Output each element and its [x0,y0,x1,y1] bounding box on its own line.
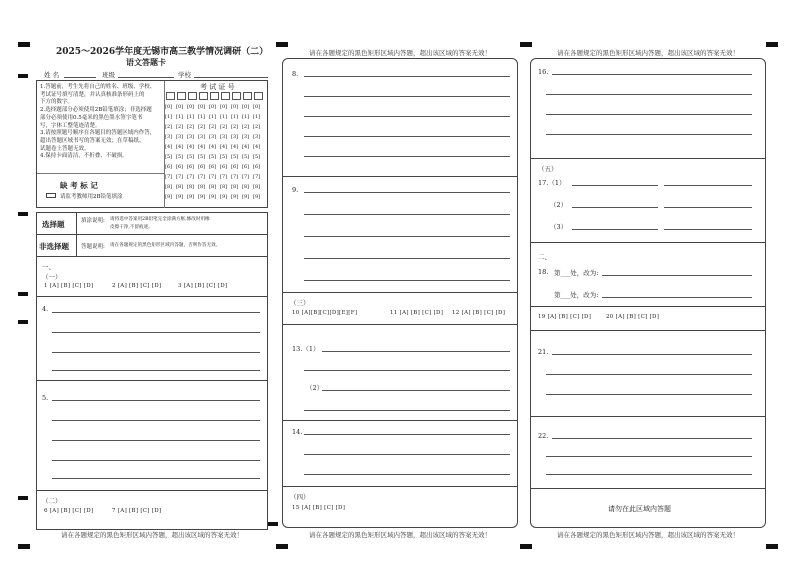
q17-answer-line[interactable] [572,207,658,208]
exam-id-bubble[interactable]: [2] [165,124,173,130]
exam-id-bubble[interactable]: [7] [253,174,261,180]
exam-id-bubble[interactable]: [3] [198,134,206,140]
q18-answer-line[interactable] [602,275,752,276]
q17-answer-line[interactable] [664,229,752,230]
q13-answer-line[interactable] [304,410,510,411]
exam-id-bubble[interactable]: [2] [209,124,217,130]
exam-id-bubble[interactable]: [8] [176,184,184,190]
q21-answer-line[interactable] [546,394,752,395]
exam-id-bubble[interactable]: [5] [253,154,261,160]
q14-label: 14. [292,428,303,436]
q2-options[interactable]: 2 [A] [B] [C] [D] [112,283,162,289]
exam-id-bubble[interactable]: [3] [220,134,228,140]
exam-id-bubble[interactable]: [2] [176,124,184,130]
column2-answers [282,58,518,528]
q13-part2-label: （2） [306,384,324,392]
school-label: 学校 [178,71,191,79]
exam-id-bubble[interactable]: [7] [209,174,217,180]
no-answer-zone: 请勿在此区域内答题 [608,505,671,513]
top-note: 请在各题规定的黑色矩形区域内答题，超出该区域的答案无效！ [557,49,739,57]
exam-id-bubble[interactable]: [8] [209,184,217,190]
exam-id-bubble[interactable]: [4] [242,144,250,150]
exam-id-bubble[interactable]: [8] [231,184,239,190]
q13-answer-line[interactable] [304,370,510,371]
exam-id-bubble[interactable]: [5] [187,154,195,160]
q8-label: 8. [292,70,299,78]
q4-label: 4. [42,305,49,313]
q9-answer-line[interactable] [304,192,510,193]
q5-answer-line[interactable] [52,440,260,441]
exam-id-bubble[interactable]: [1] [242,114,250,120]
q19-options[interactable]: 19 [A] [B] [C] [D] [538,314,592,320]
exam-id-bubble[interactable]: [1] [187,114,195,120]
choice-method-text: 请将选中答案用2B铅笔完全涂满方框,修改时用橡 [110,217,210,222]
q16-answer-line[interactable] [552,74,752,75]
q8-answer-line[interactable] [304,96,510,97]
sheet-title: 2025～2026学年度无锡市高三教学情况调研（二） [56,47,269,57]
timing-mark [18,320,28,324]
exam-id-bubble[interactable]: [2] [220,124,228,130]
exam-id-bubble[interactable]: [9] [176,194,184,200]
exam-id-digit-box[interactable] [188,92,197,100]
exam-id-bubble[interactable]: [5] [165,154,173,160]
exam-id-bubble[interactable]: [2] [187,124,195,130]
q21-label: 21. [538,348,549,356]
exam-id-digit-box[interactable] [221,92,230,100]
subsection-1: （一） [42,273,62,281]
column1-answers [36,212,268,530]
exam-id-bubble[interactable]: [6] [165,164,173,170]
exam-id-bubble[interactable]: [8] [165,184,173,190]
q17-answer-line[interactable] [572,185,658,186]
sheet-subtitle: 语文答题卡 [126,57,166,67]
exam-id-bubble[interactable]: [5] [176,154,184,160]
exam-id-bubble[interactable]: [9] [187,194,195,200]
exam-id-bubble[interactable]: [0] [187,104,195,110]
q4-answer-line[interactable] [52,312,260,313]
exam-id-bubble[interactable]: [0] [176,104,184,110]
q18-line-1: 第___处，改为: [554,269,599,277]
q14-answer-line[interactable] [304,474,510,475]
exam-id-bubble[interactable]: [7] [187,174,195,180]
exam-id-bubble[interactable]: [6] [209,164,217,170]
exam-id-bubble[interactable]: [9] [242,194,250,200]
exam-id-digit-box[interactable] [243,92,252,100]
absent-note: 请监考教师用2B铅笔填涂 [60,194,123,200]
exam-id-bubble[interactable]: [8] [220,184,228,190]
q16-answer-line[interactable] [546,114,752,115]
exam-id-bubble[interactable]: [4] [165,144,173,150]
timing-mark [18,544,30,549]
q17-answer-line[interactable] [572,229,658,230]
exam-id-bubble[interactable]: [5] [220,154,228,160]
q22-answer-line[interactable] [546,456,752,457]
absent-checkbox[interactable] [46,193,56,198]
exam-id-bubble[interactable]: [9] [209,194,217,200]
exam-id-bubble[interactable]: [6] [242,164,250,170]
exam-id-bubble[interactable]: [0] [220,104,228,110]
section-one: 一、 [42,263,55,271]
q7-options[interactable]: 7 [A] [B] [C] [D] [112,508,162,514]
exam-id-bubble[interactable]: [8] [242,184,250,190]
exam-id-bubble[interactable]: [4] [220,144,228,150]
exam-id-digit-box[interactable] [232,92,241,100]
timing-mark [18,292,28,296]
exam-id-bubble[interactable]: [3] [187,134,195,140]
choice-method-text: 皮擦干净,不留痕迹。 [110,225,153,230]
exam-id-bubble[interactable]: [7] [242,174,250,180]
q13-part1-label: 13.（1） [292,345,320,353]
exam-id-bubble[interactable]: [1] [176,114,184,120]
q16-answer-line[interactable] [546,134,752,135]
exam-id-bubble[interactable]: [4] [209,144,217,150]
q9-answer-line[interactable] [304,280,510,281]
subsection-2: （二） [42,497,62,505]
exam-id-bubble[interactable]: [5] [198,154,206,160]
exam-id-bubble[interactable]: [0] [165,104,173,110]
exam-id-bubble[interactable]: [7] [165,174,173,180]
q17-part1-label: 17.（1） [538,179,566,187]
timing-mark [766,42,778,47]
bottom-note: 请在各题规定的黑色矩形区域内答题，超出该区域的答案无效！ [557,531,739,539]
timing-mark [766,544,778,549]
q4-answer-line[interactable] [52,352,260,353]
exam-id-bubble[interactable]: [4] [176,144,184,150]
exam-id-bubble[interactable]: [3] [231,134,239,140]
exam-id-bubble[interactable]: [4] [187,144,195,150]
exam-id-bubble[interactable]: [2] [231,124,239,130]
exam-id-bubble[interactable]: [0] [242,104,250,110]
exam-id-bubble[interactable]: [1] [253,114,261,120]
exam-id-bubble[interactable]: [9] [165,194,173,200]
exam-id-digit-box[interactable] [166,92,175,100]
exam-id-bubble[interactable]: [6] [187,164,195,170]
q22-answer-line[interactable] [552,438,752,439]
q16-label: 16. [538,68,549,76]
exam-id-bubble[interactable]: [9] [253,194,261,200]
exam-id-bubble[interactable]: [1] [165,114,173,120]
exam-id-bubble[interactable]: [1] [198,114,206,120]
exam-id-bubble[interactable]: [8] [253,184,261,190]
q4-answer-line[interactable] [52,370,260,371]
exam-id-bubble[interactable]: [0] [198,104,206,110]
exam-id-bubble[interactable]: [4] [231,144,239,150]
q21-answer-line[interactable] [546,374,752,375]
exam-id-bubble[interactable]: [7] [176,174,184,180]
exam-id-digit-box[interactable] [199,92,208,100]
exam-id-bubble[interactable]: [2] [242,124,250,130]
q5-answer-line[interactable] [52,420,260,421]
q5-answer-line[interactable] [52,400,260,401]
q6-options[interactable]: 6 [A] [B] [C] [D] [44,508,94,514]
q8-answer-line[interactable] [304,156,510,157]
school-field[interactable] [194,77,268,78]
timing-mark [276,42,288,47]
exam-id-bubble[interactable]: [3] [176,134,184,140]
timing-mark [18,42,30,47]
class-field[interactable] [118,77,174,78]
exam-id-digit-box[interactable] [177,92,186,100]
nonchoice-method-label: 答题说明: [81,244,105,250]
exam-id-bubble[interactable]: [5] [242,154,250,160]
subsection-4: （四） [290,493,310,501]
q22-label: 22. [538,432,549,440]
nonchoice-label: 非选择题 [39,242,69,251]
bottom-note: 请在各题规定的黑色矩形区域内答题，超出该区域的答案无效！ [309,531,491,539]
exam-id-bubble[interactable]: [7] [231,174,239,180]
exam-id-bubble[interactable]: [5] [231,154,239,160]
timing-mark [18,74,28,78]
q8-answer-line[interactable] [304,116,510,117]
class-label: 班级 [102,71,115,79]
timing-mark [520,544,532,549]
q17-answer-line[interactable] [664,207,752,208]
absent-title: 缺 考 标 记 [60,181,98,190]
q14-answer-line[interactable] [304,434,510,435]
choice-label: 选择题 [42,220,65,229]
exam-id-bubble[interactable]: [6] [253,164,261,170]
exam-id-grid[interactable] [166,92,266,206]
timing-mark [18,496,28,500]
exam-id-bubble[interactable]: [1] [220,114,228,120]
name-label: 姓 名 [44,71,60,79]
exam-id-bubble[interactable]: [6] [198,164,206,170]
q5-label: 5. [42,394,49,402]
exam-id-bubble[interactable]: [7] [198,174,206,180]
exam-id-bubble[interactable]: [3] [165,134,173,140]
exam-id-bubble[interactable]: [5] [209,154,217,160]
q9-answer-line[interactable] [304,258,510,259]
q5-answer-line[interactable] [52,478,260,479]
q10-options[interactable]: 10 [A][B][C][D][E][F] [292,310,358,316]
exam-id-bubble[interactable]: [6] [176,164,184,170]
exam-id-bubble[interactable]: [0] [231,104,239,110]
exam-id-bubble[interactable]: [6] [220,164,228,170]
bottom-note: 请在各题规定的黑色矩形区域内答题，超出该区域的答案无效！ [61,531,243,539]
q17-part3-label: （3） [550,223,568,231]
q18-label: 18. [538,268,549,276]
exam-id-bubble[interactable]: [1] [209,114,217,120]
exam-id-label: 考 试 证 号 [200,83,235,91]
exam-id-bubble[interactable]: [1] [231,114,239,120]
q15-options[interactable]: 15 [A] [B] [C] [D] [292,505,346,511]
exam-id-bubble[interactable]: [8] [198,184,206,190]
exam-id-bubble[interactable]: [3] [209,134,217,140]
timing-mark [18,212,28,216]
nonchoice-method-text: 请在各题规定的黑色矩形区域内答题，否则作答无效。 [110,243,221,248]
exam-id-bubble[interactable]: [8] [187,184,195,190]
q9-answer-line[interactable] [304,236,510,237]
exam-id-bubble[interactable]: [4] [198,144,206,150]
instructions: 1.答题前，考生先将自己的姓名、班级、学校、 考试证号填写清楚，并认真核准条形码上的 下方的数字。 2.选择题部分必须使用2B铅笔填涂；非选择题 部分必须使用0.5毫米的黑色墨水签字笔书 写，字体工整笔迹清楚。 3.请按照题号顺序在各题目的答题区域内作答， 超出答题区域书写的答案无效；在草稿纸、 试题卷上答题无效。 4.保持卡面清洁，不折叠、不破损。 [40,84,156,160]
subsection-5: （五） [538,165,558,173]
q3-options[interactable]: 3 [A] [B] [C] [D] [178,283,228,289]
choice-method-label: 填涂说明: [81,218,105,224]
q20-options[interactable]: 20 [A] [B] [C] [D] [606,314,660,320]
q13-answer-line[interactable] [322,351,510,352]
top-note: 请在各题规定的黑色矩形区域内答题，超出该区域的答案无效！ [309,49,491,57]
exam-id-bubble[interactable]: [9] [231,194,239,200]
exam-id-bubble[interactable]: [9] [220,194,228,200]
exam-id-digit-box[interactable] [210,92,219,100]
timing-mark [268,522,278,526]
exam-id-bubble[interactable]: [2] [198,124,206,130]
exam-id-bubble[interactable]: [0] [209,104,217,110]
exam-id-bubble[interactable]: [2] [253,124,261,130]
q17-part2-label: （2） [550,201,568,209]
q14-answer-line[interactable] [304,454,510,455]
q18-line-2: 第___处，改为: [554,291,599,299]
q9-answer-line[interactable] [304,214,510,215]
exam-id-digit-box[interactable] [254,92,263,100]
q13-answer-line[interactable] [322,390,510,391]
timing-mark [520,42,532,47]
exam-id-bubble[interactable]: [7] [220,174,228,180]
q8-answer-line[interactable] [304,76,510,77]
q11-options[interactable]: 11 [A] [B] [C] [D] [390,310,444,316]
q9-label: 9. [292,186,299,194]
q18-answer-line[interactable] [602,297,752,298]
q5-answer-line[interactable] [52,460,260,461]
q16-answer-line[interactable] [546,94,752,95]
q12-options[interactable]: 12 [A] [B] [C] [D] [452,310,506,316]
q1-options[interactable]: 1 [A] [B] [C] [D] [44,283,94,289]
exam-id-bubble[interactable]: [3] [242,134,250,140]
q21-answer-line[interactable] [552,354,752,355]
section-two: 二、 [538,253,551,261]
exam-id-bubble[interactable]: [3] [253,134,261,140]
q8-answer-line[interactable] [304,136,510,137]
q17-answer-line[interactable] [664,185,752,186]
exam-id-bubble[interactable]: [6] [231,164,239,170]
timing-mark [276,544,288,549]
exam-id-bubble[interactable]: [4] [253,144,261,150]
q22-answer-line[interactable] [546,474,752,475]
subsection-3: （三） [290,299,310,307]
q4-answer-line[interactable] [52,332,260,333]
exam-id-bubble[interactable]: [0] [253,104,261,110]
exam-id-bubble[interactable]: [9] [198,194,206,200]
name-field[interactable] [64,77,96,78]
